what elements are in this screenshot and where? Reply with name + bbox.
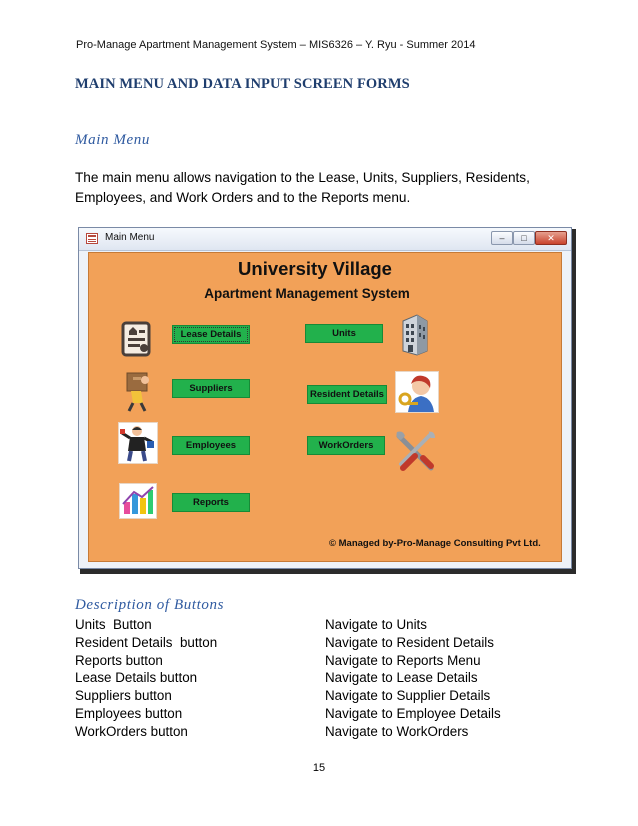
- window-title: Main Menu: [105, 232, 155, 243]
- app-subtitle: Apartment Management System: [204, 286, 410, 301]
- tools-icon: [393, 428, 439, 474]
- main-menu-window: [78, 227, 572, 569]
- maximize-button[interactable]: □: [513, 231, 535, 245]
- button-name: Reports button: [75, 652, 163, 668]
- resident-details-button[interactable]: Resident Details: [307, 385, 387, 404]
- units-button[interactable]: Units: [305, 324, 383, 343]
- button-action: Navigate to Supplier Details: [325, 688, 491, 704]
- page-number: 15: [312, 762, 326, 774]
- reports-button[interactable]: Reports: [172, 493, 250, 512]
- main-menu-form: [88, 252, 562, 562]
- main-menu-heading: Main Menu: [75, 132, 150, 148]
- lease-details-button[interactable]: Lease Details: [172, 325, 250, 344]
- copyright-text: © Managed by-Pro-Manage Consulting Pvt Ltd.: [329, 538, 541, 549]
- button-name: Employees button: [75, 705, 183, 721]
- button-action: Navigate to Employee Details: [325, 705, 501, 721]
- running-header: Pro-Manage Apartment Management System – MIS6326 – Y. Ryu - Summer 2014: [76, 39, 476, 51]
- close-button[interactable]: ✕: [535, 231, 567, 245]
- lease-document-icon: [117, 319, 157, 359]
- workorders-button[interactable]: WorkOrders: [307, 436, 385, 455]
- button-action: Navigate to Lease Details: [325, 670, 478, 686]
- form-icon: [86, 233, 98, 244]
- description-heading: Description of Buttons: [75, 597, 225, 613]
- button-action: Navigate to Units: [325, 617, 427, 632]
- resident-key-icon: [395, 371, 439, 413]
- employee-icon: [118, 422, 158, 464]
- bar-chart-icon: [119, 483, 157, 519]
- building-icon: [395, 311, 431, 357]
- button-action: Navigate to WorkOrders: [325, 723, 469, 739]
- button-name: Units Button: [75, 617, 152, 632]
- button-action: Navigate to Resident Details: [325, 634, 494, 650]
- employees-button[interactable]: Employees: [172, 436, 250, 455]
- button-name: Resident Details button: [75, 634, 218, 650]
- app-title: University Village: [238, 258, 392, 279]
- intro-paragraph: The main menu allows navigation to the Lease, Units, Suppliers, Residents, Employees, and Work Orders and to the Reports menu.: [75, 170, 530, 205]
- button-name: WorkOrders button: [75, 723, 188, 739]
- minimize-button[interactable]: –: [491, 231, 513, 245]
- section-title: MAIN MENU AND DATA INPUT SCREEN FORMS: [75, 76, 410, 92]
- suppliers-button[interactable]: Suppliers: [172, 379, 250, 398]
- delivery-person-icon: [121, 369, 157, 413]
- button-name: Suppliers button: [75, 688, 172, 704]
- button-name: Lease Details button: [75, 670, 198, 686]
- button-action: Navigate to Reports Menu: [325, 652, 481, 668]
- window-titlebar: [79, 228, 571, 251]
